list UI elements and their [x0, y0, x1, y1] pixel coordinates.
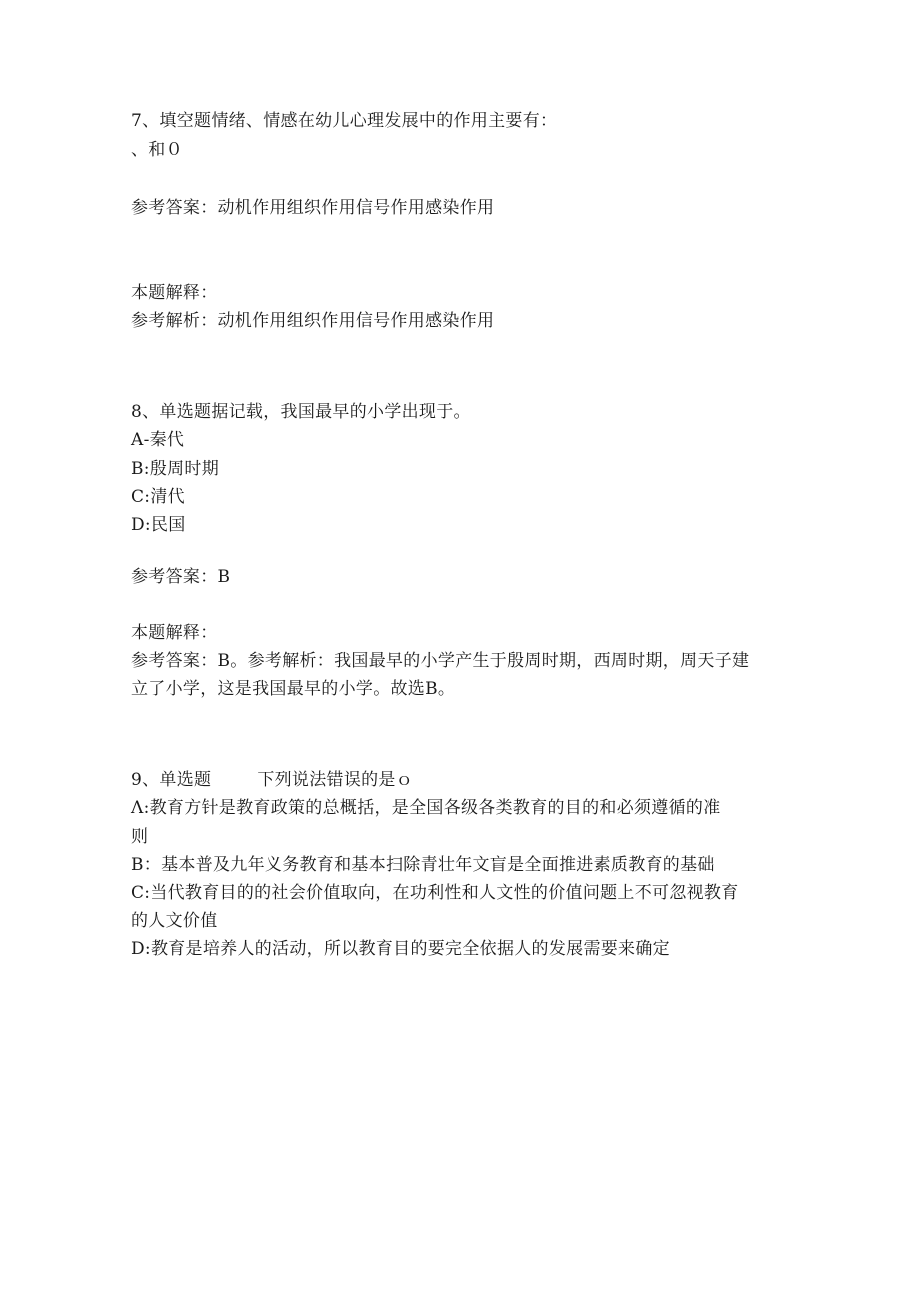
q7-explain-label: 本题解释： [131, 283, 218, 303]
q8-option-b: B:殷周时期 [131, 459, 220, 479]
q9-stem-type: 9、单选题 [131, 770, 212, 790]
q9-option-d: D:教育是培养人的活动，所以教育目的要完全依据人的发展需要来确定 [131, 939, 670, 959]
q8-option-d: D:民国 [131, 515, 186, 535]
q9-stem [131, 769, 413, 791]
q8-explain-line2: 立了小学，这是我国最早的小学。故选B。 [131, 679, 456, 699]
q7-stem-line1: 7、填空题情绪、情感在幼儿心理发展中的作用主要有： [131, 111, 558, 131]
q9-option-b: B：基本普及九年义务教育和基本扫除青壮年文盲是全面推进素质教育的基础 [131, 855, 715, 875]
q8-stem: 8、单选题据记载，我国最早的小学出现于。 [131, 402, 471, 422]
q8-option-c: C:清代 [131, 487, 185, 507]
q9-option-a-line2: 则 [131, 827, 149, 847]
q9-option-c-line2: 的人文价值 [131, 911, 218, 931]
q8-option-a: A-秦代 [131, 430, 185, 450]
q9-stem-text: 下列说法错误的是ｏ [257, 770, 414, 790]
q8-explain-label: 本题解释： [131, 623, 218, 643]
q9-option-c-line1: C:当代教育目的的社会价值取向，在功利性和人文性的价值问题上不可忽视教育 [131, 883, 739, 903]
q9-option-a-line1: Λ:教育方针是教育政策的总概括，是全国各级各类教育的目的和必须遵循的准 [131, 798, 721, 818]
q8-explain-line1: 参考答案：B。参考解析：我国最早的小学产生于殷周时期，西周时期，周天子建 [131, 651, 750, 671]
q7-stem-line2: 、和０ [131, 140, 183, 160]
q8-answer: 参考答案：B [131, 567, 231, 587]
q7-explain: 参考解析：动机作用组织作用信号作用感染作用 [131, 311, 495, 331]
q7-answer: 参考答案：动机作用组织作用信号作用感染作用 [131, 198, 495, 218]
